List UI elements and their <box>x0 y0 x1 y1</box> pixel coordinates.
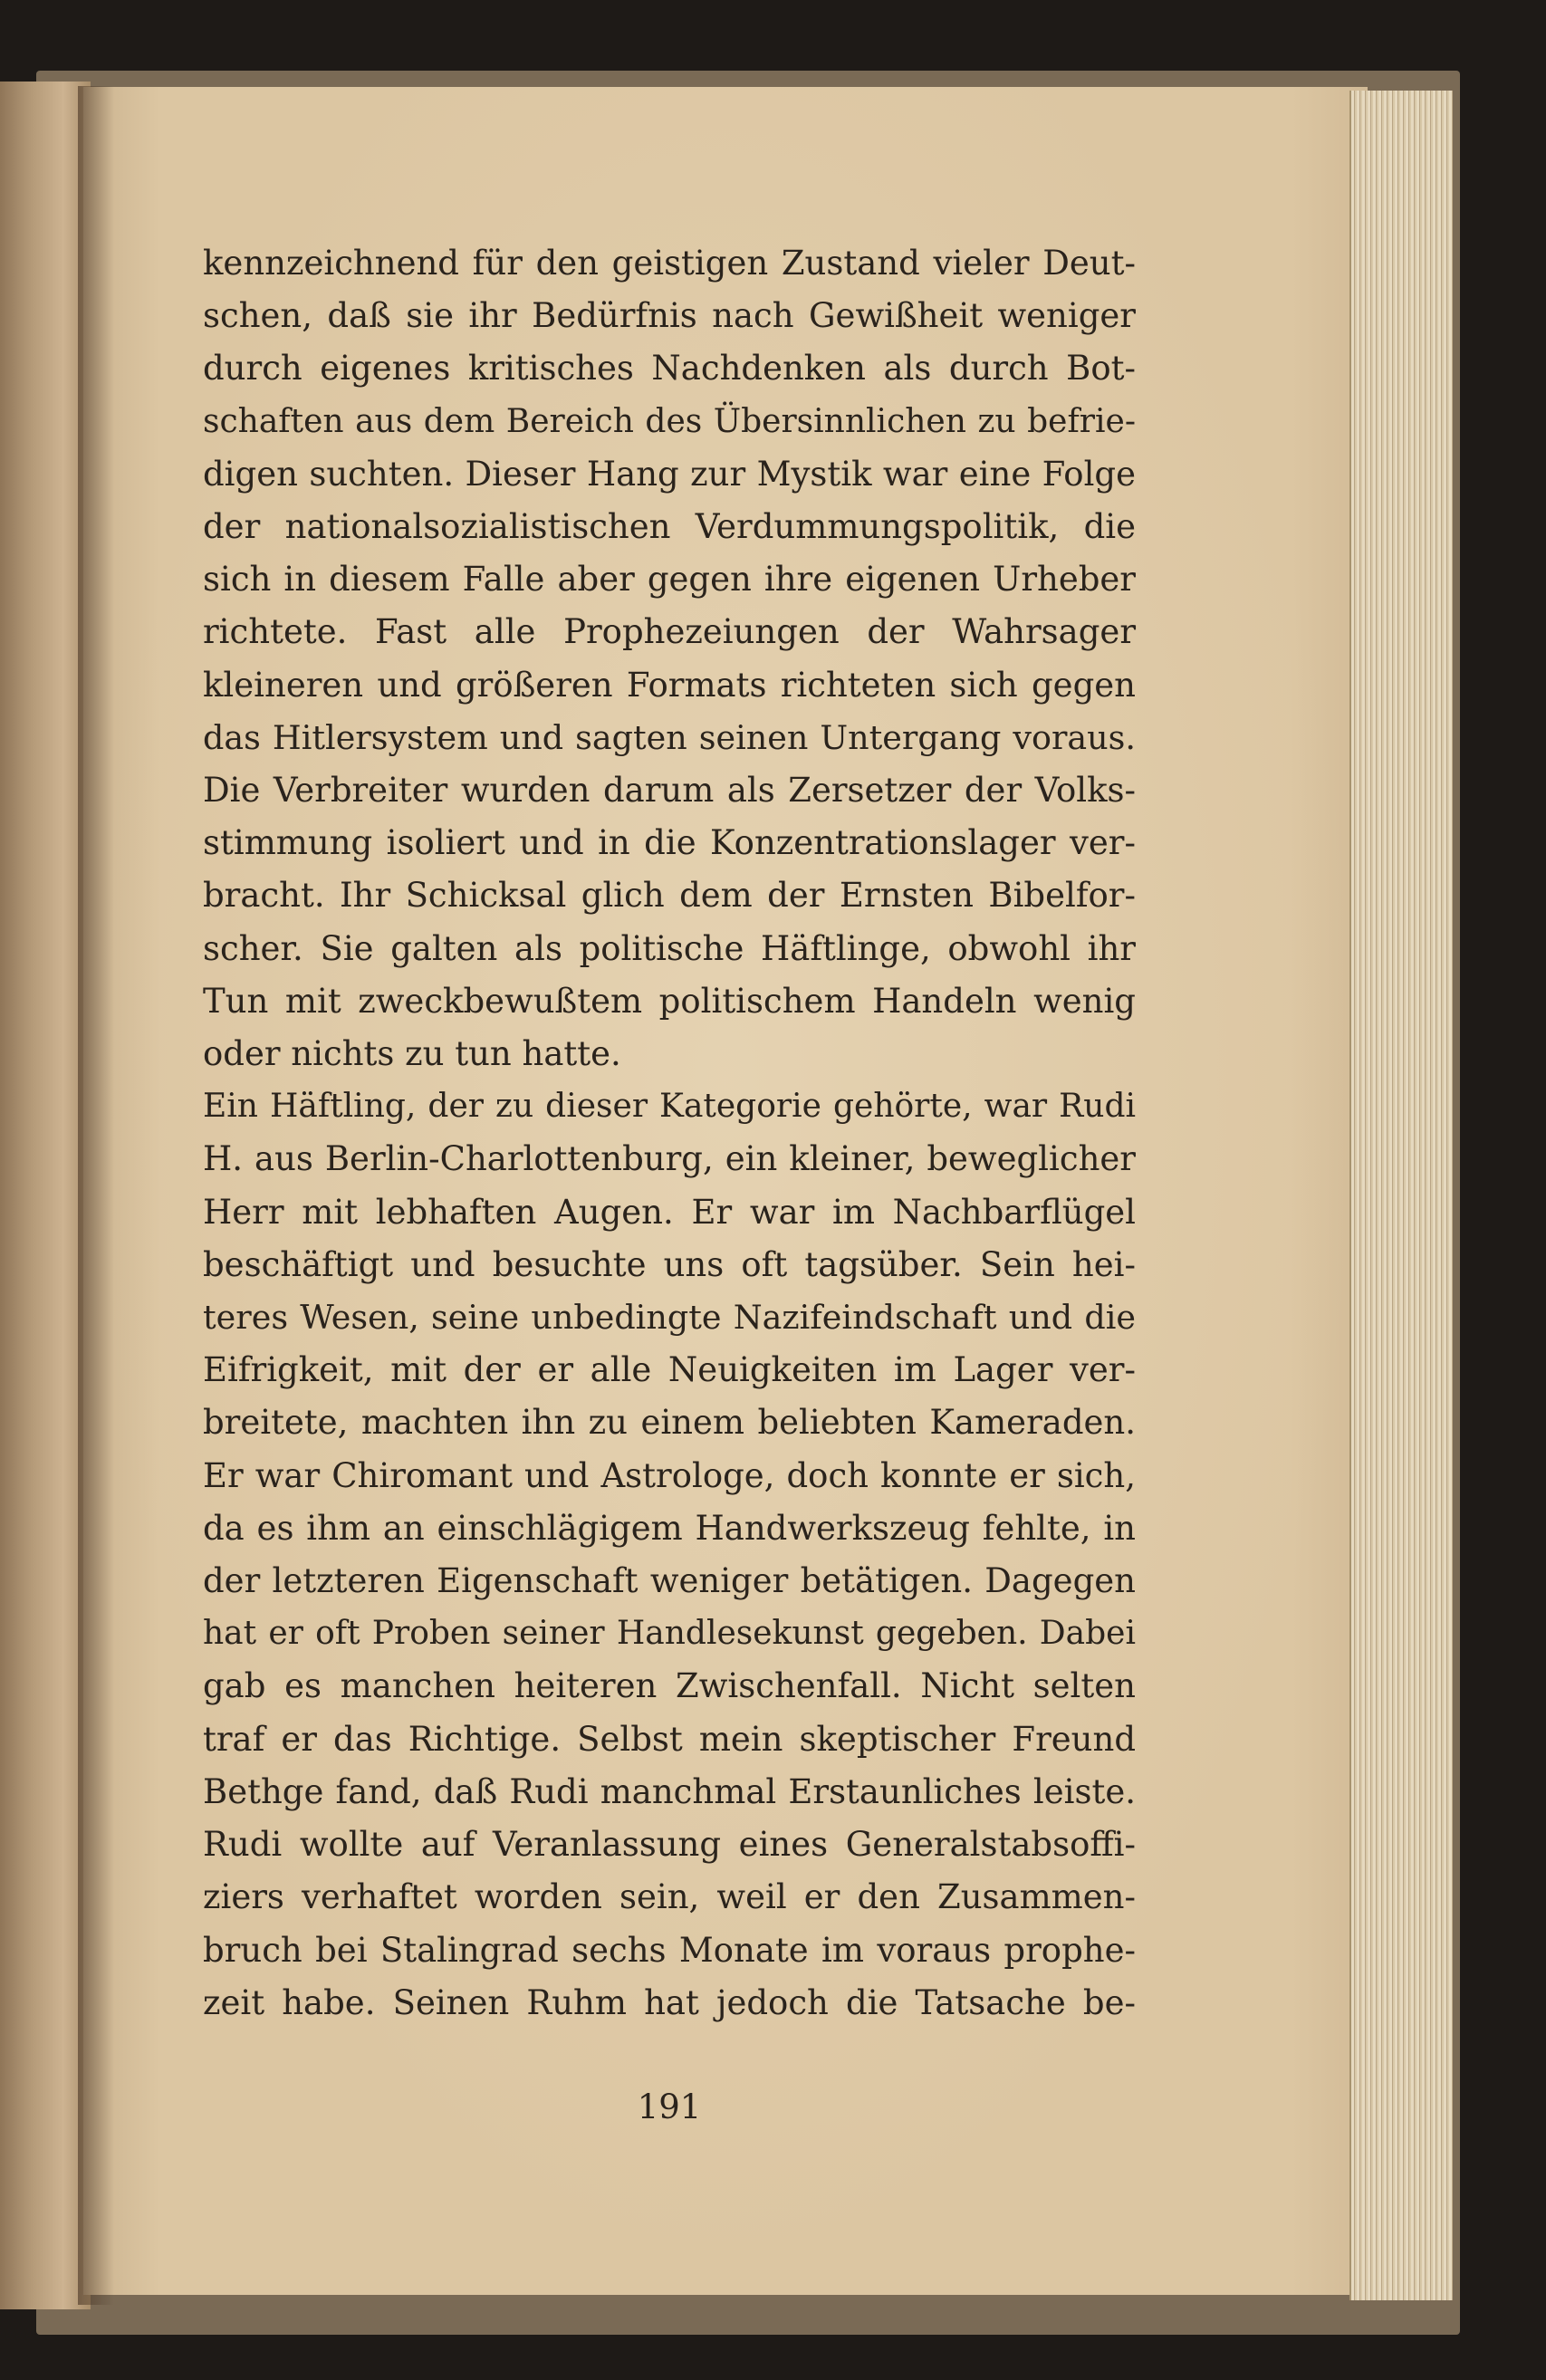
text-line: schaften aus dem Bereich des Übersinnlichen zu befrie- <box>203 402 1136 440</box>
text-line: digen suchten. Dieser Hang zur Mystik war eine Folge <box>203 454 1136 494</box>
text-line: H. aus Berlin-Charlottenburg, ein kleiner, beweglicher <box>203 1139 1136 1179</box>
text-line: Die Verbreiter wurden darum als Zersetzer der Volks- <box>203 771 1136 811</box>
text-line: Bethge fand, daß Rudi manchmal Erstaunliches leiste. <box>203 1771 1136 1811</box>
text-line: sich in diesem Falle aber gegen ihre eigenen Urheber <box>203 560 1136 600</box>
text-line: beschäftigt und besuchte uns oft tagsüber. Sein hei- <box>203 1244 1136 1284</box>
text-line: scher. Sie galten als politische Häftlinge, obwohl ihr <box>203 928 1136 968</box>
body-text <box>203 237 1136 2030</box>
text-line: bruch bei Stalingrad sechs Monate im voraus prophe- <box>203 1930 1136 1970</box>
text-line: der letzteren Eigenschaft weniger betätigen. Dagegen <box>203 1561 1136 1601</box>
text-line: Herr mit lebhaften Augen. Er war im Nachbarflügel <box>203 1192 1136 1232</box>
text-line: breitete, machten ihn zu einem beliebten Kameraden. <box>203 1403 1136 1443</box>
text-line: Ein Häftling, der zu dieser Kategorie gehörte, war Rudi <box>203 1088 1136 1126</box>
text-line: oder nichts zu tun hatte. <box>203 1034 621 1074</box>
left-page-edge <box>0 82 91 2309</box>
text-line: Eifrigkeit, mit der er alle Neuigkeiten im Lager ver- <box>203 1350 1136 1390</box>
text-line: traf er das Richtige. Selbst mein skeptischer Freund <box>203 1719 1136 1759</box>
text-line: gab es manchen heiteren Zwischenfall. Nicht selten <box>203 1666 1136 1706</box>
text-line: kleineren und größeren Formats richteten sich gegen <box>203 665 1136 705</box>
text-line: Tun mit zweckbewußtem politischem Handeln wenig <box>203 981 1136 1021</box>
text-line: teres Wesen, seine unbedingte Nazifeindschaft und die <box>203 1298 1136 1338</box>
gutter-shadow <box>78 86 114 2305</box>
page-fore-edge <box>1349 91 1453 2300</box>
text-line: durch eigenes kritisches Nachdenken als durch Bot- <box>203 349 1136 389</box>
text-line: da es ihm an einschlägigem Handwerkszeug fehlte, in <box>203 1508 1136 1548</box>
text-line: zeit habe. Seinen Ruhm hat jedoch die Tatsache be- <box>203 1982 1136 2022</box>
text-line: Rudi wollte auf Veranlassung eines Generalstabsoffi- <box>203 1825 1136 1865</box>
text-line: das Hitlersystem und sagten seinen Untergang voraus. <box>203 717 1136 757</box>
text-line: der nationalsozialistischen Verdummungspolitik, die <box>203 507 1136 547</box>
text-line: kennzeichnend für den geistigen Zustand vieler Deut- <box>203 244 1136 283</box>
text-line: richtete. Fast alle Prophezeiungen der Wahrsager <box>203 612 1136 652</box>
page-number: 191 <box>637 2087 702 2126</box>
text-line: stimmung isoliert und in die Konzentrationslager ver- <box>203 823 1136 863</box>
text-line: Er war Chiromant und Astrologe, doch konnte er sich, <box>203 1455 1136 1495</box>
text-line: bracht. Ihr Schicksal glich dem der Ernsten Bibelfor- <box>203 876 1136 916</box>
text-line: hat er oft Proben seiner Handlesekunst gegeben. Dabei <box>203 1615 1136 1653</box>
text-line: schen, daß sie ihr Bedürfnis nach Gewißheit weniger <box>203 296 1136 336</box>
text-line: ziers verhaftet worden sein, weil er den Zusammen- <box>203 1877 1136 1917</box>
